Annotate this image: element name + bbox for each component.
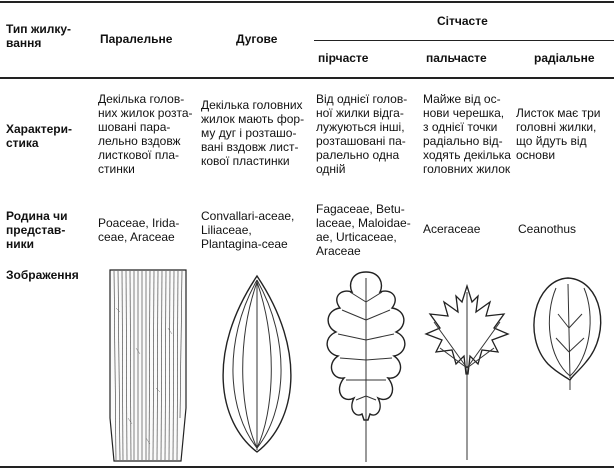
top-border xyxy=(0,1,614,3)
family-parallel: Poaceae, Irida- ceae, Araceae xyxy=(98,216,180,244)
row-label-image: Зображення xyxy=(6,268,79,282)
maple-leaf-icon xyxy=(424,282,510,462)
family-radial: Ceanothus xyxy=(518,222,577,236)
characteristic-parallel: Декілька голов- них жилок розта- шовані пара- лельно вздовж листкової пла- стинки xyxy=(98,92,193,176)
characteristic-palmate: Майже від ос- нови черешка, з однієї точки радіально від- ходять декілька головних жилок xyxy=(423,92,511,176)
reticulate-subheader-rule xyxy=(314,40,614,41)
family-palmate: Aceraceae xyxy=(423,222,481,236)
column-header-arcuate: Дугове xyxy=(236,32,278,46)
characteristic-arcuate: Декілька головних жилок мають фор- му дуг і розташо- вані вздовж лист- кової пластинки xyxy=(201,98,305,168)
column-header-reticulate: Сітчасте xyxy=(437,14,488,28)
characteristic-pinnate: Від однієї голов- ної жилки відга- лужуються інші, розташовані па- ралельно одна одній xyxy=(316,92,408,176)
row-label-family: Родина чи представ- ники xyxy=(6,209,68,251)
row-label-characteristic: Характери- стика xyxy=(6,122,72,150)
bottom-border xyxy=(0,466,614,468)
column-header-parallel: Паралельне xyxy=(100,32,173,46)
column-header-palmate: пальчасте xyxy=(426,51,487,65)
characteristic-radial: Листок має три головні жилки, що йдуть від основи xyxy=(516,106,601,162)
column-header-radial: радіальне xyxy=(534,51,595,65)
column-header-pinnate: пірчасте xyxy=(318,51,369,65)
oak-leaf-icon xyxy=(320,268,412,464)
radial-venation-leaf-icon xyxy=(526,272,610,392)
header-bottom-border xyxy=(0,77,614,79)
parallel-venation-leaf-icon xyxy=(106,268,190,463)
family-arcuate: Convallari-aceae, Liliaceae, Plantagina-ceae xyxy=(201,209,295,251)
arcuate-venation-leaf-icon xyxy=(210,272,304,456)
family-pinnate: Fagaceae, Betu- laceae, Maloidae- ae, Urticaceae, Araceae xyxy=(316,202,411,258)
row-header-title: Тип жилку- вання xyxy=(6,22,72,50)
